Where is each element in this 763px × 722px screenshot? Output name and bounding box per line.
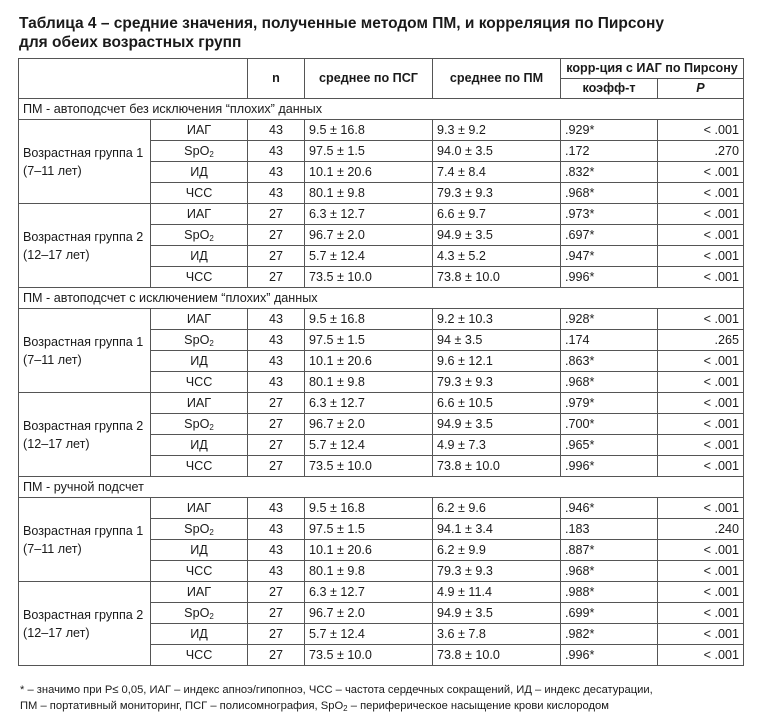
indicator-subscript: 2 <box>209 612 214 621</box>
indicator-cell <box>151 267 248 288</box>
pm-mean-cell: 94 ± 3.5 <box>433 330 561 351</box>
psg-mean-cell: 10.1 ± 20.6 <box>305 162 433 183</box>
pm-mean-cell: 4.3 ± 5.2 <box>433 246 561 267</box>
indicator-cell <box>151 393 248 414</box>
n-cell: 27 <box>248 582 305 603</box>
coefficient-cell: .832* <box>561 162 658 183</box>
pm-mean-cell: 79.3 ± 9.3 <box>433 561 561 582</box>
age-group-name: Возрастная группа 1 <box>23 523 144 538</box>
indicator-subscript: 2 <box>209 339 214 348</box>
n-cell: 43 <box>248 120 305 141</box>
indicator-label: ИД <box>190 627 208 641</box>
table-row <box>19 309 744 330</box>
indicator-cell <box>151 330 248 351</box>
coefficient-cell: .996* <box>561 267 658 288</box>
indicator-label: SpO <box>184 522 210 536</box>
coefficient-cell: .973* <box>561 204 658 225</box>
indicator-cell <box>151 582 248 603</box>
indicator-label: ЧСС <box>185 375 213 389</box>
coefficient-cell: .946* <box>561 498 658 519</box>
header-empty-cell <box>19 59 248 99</box>
section-title: ПМ - ручной подсчет <box>19 477 744 498</box>
indicator-cell <box>151 561 248 582</box>
age-group-label <box>19 120 151 204</box>
table-title <box>19 14 749 52</box>
n-cell: 27 <box>248 267 305 288</box>
indicator-cell <box>151 414 248 435</box>
p-value-cell: < .001 <box>658 162 744 183</box>
p-value-cell: < .001 <box>658 603 744 624</box>
age-group-range: (12–17 лет) <box>23 436 90 451</box>
n-cell: 43 <box>248 330 305 351</box>
pm-mean-cell: 6.2 ± 9.6 <box>433 498 561 519</box>
pm-mean-cell: 9.3 ± 9.2 <box>433 120 561 141</box>
psg-mean-cell: 6.3 ± 12.7 <box>305 393 433 414</box>
coefficient-cell: .699* <box>561 603 658 624</box>
n-cell: 27 <box>248 456 305 477</box>
p-value-cell: < .001 <box>658 183 744 204</box>
p-value-cell: < .001 <box>658 435 744 456</box>
age-group-range: (12–17 лет) <box>23 247 90 262</box>
pm-mean-cell: 94.0 ± 3.5 <box>433 141 561 162</box>
age-group-name: Возрастная группа 1 <box>23 145 144 160</box>
table-row <box>19 120 744 141</box>
psg-mean-cell: 96.7 ± 2.0 <box>305 414 433 435</box>
indicator-label: ИАГ <box>186 501 212 515</box>
indicator-subscript: 2 <box>209 150 214 159</box>
header-p-value: P <box>658 79 744 99</box>
indicator-cell <box>151 435 248 456</box>
indicator-cell <box>151 204 248 225</box>
pm-mean-cell: 73.8 ± 10.0 <box>433 645 561 666</box>
n-cell: 27 <box>248 393 305 414</box>
p-value-cell: < .001 <box>658 393 744 414</box>
n-cell: 27 <box>248 435 305 456</box>
coefficient-cell: .968* <box>561 183 658 204</box>
age-group-name: Возрастная группа 2 <box>23 607 144 622</box>
indicator-subscript: 2 <box>209 528 214 537</box>
section-header-row <box>19 477 744 498</box>
coefficient-cell: .697* <box>561 225 658 246</box>
psg-mean-cell: 6.3 ± 12.7 <box>305 204 433 225</box>
indicator-label: ИАГ <box>186 123 212 137</box>
p-value-cell: < .001 <box>658 351 744 372</box>
coefficient-cell: .929* <box>561 120 658 141</box>
pm-mean-cell: 7.4 ± 8.4 <box>433 162 561 183</box>
footnote-line-2: ПМ – портативный мониторинг, ПСГ – полисомнография, SpO$_2$ – периферическое насыщение крови кислородом <box>20 700 609 713</box>
age-group-range: (7–11 лет) <box>23 163 82 178</box>
n-cell: 43 <box>248 372 305 393</box>
age-group-range: (7–11 лет) <box>23 541 82 556</box>
pm-mean-cell: 79.3 ± 9.3 <box>433 372 561 393</box>
p-value-cell: < .001 <box>658 204 744 225</box>
coefficient-cell: .863* <box>561 351 658 372</box>
table-row <box>19 498 744 519</box>
p-value-cell: < .001 <box>658 372 744 393</box>
footnote-line-1: * – значимо при P≤ 0,05, ИАГ – индекс апноэ/гипопноэ, ЧСС – частота сердечных сокращений, ИД – индекс десатурации, <box>20 684 653 696</box>
indicator-cell <box>151 603 248 624</box>
indicator-label: ИД <box>190 165 208 179</box>
psg-mean-cell: 73.5 ± 10.0 <box>305 456 433 477</box>
indicator-label: SpO <box>184 606 210 620</box>
pm-mean-cell: 73.8 ± 10.0 <box>433 456 561 477</box>
indicator-label: ЧСС <box>185 648 213 662</box>
n-cell: 43 <box>248 351 305 372</box>
n-cell: 27 <box>248 204 305 225</box>
indicator-cell <box>151 141 248 162</box>
psg-mean-cell: 9.5 ± 16.8 <box>305 309 433 330</box>
psg-mean-cell: 5.7 ± 12.4 <box>305 435 433 456</box>
age-group-range: (7–11 лет) <box>23 352 82 367</box>
pm-mean-cell: 4.9 ± 11.4 <box>433 582 561 603</box>
header-pm-mean: среднее по ПМ <box>433 59 561 99</box>
indicator-label: ЧСС <box>185 564 213 578</box>
p-value-cell: < .001 <box>658 246 744 267</box>
p-value-cell: < .001 <box>658 225 744 246</box>
psg-mean-cell: 5.7 ± 12.4 <box>305 624 433 645</box>
p-value-cell: < .001 <box>658 645 744 666</box>
indicator-label: ИАГ <box>186 585 212 599</box>
n-cell: 27 <box>248 603 305 624</box>
pm-mean-cell: 73.8 ± 10.0 <box>433 267 561 288</box>
pm-mean-cell: 94.9 ± 3.5 <box>433 414 561 435</box>
coefficient-cell: .700* <box>561 414 658 435</box>
indicator-label: ИД <box>190 543 208 557</box>
indicator-cell <box>151 624 248 645</box>
indicator-cell <box>151 519 248 540</box>
indicator-cell <box>151 372 248 393</box>
p-value-cell: < .001 <box>658 540 744 561</box>
pm-mean-cell: 9.6 ± 12.1 <box>433 351 561 372</box>
p-value-cell: < .001 <box>658 309 744 330</box>
p-value-cell: < .001 <box>658 624 744 645</box>
psg-mean-cell: 73.5 ± 10.0 <box>305 645 433 666</box>
header-n: n <box>248 59 305 99</box>
indicator-label: ИАГ <box>186 396 212 410</box>
pm-mean-cell: 94.9 ± 3.5 <box>433 225 561 246</box>
indicator-label: ЧСС <box>185 270 213 284</box>
n-cell: 43 <box>248 141 305 162</box>
psg-mean-cell: 96.7 ± 2.0 <box>305 225 433 246</box>
coefficient-cell: .968* <box>561 372 658 393</box>
psg-mean-cell: 96.7 ± 2.0 <box>305 603 433 624</box>
indicator-cell <box>151 351 248 372</box>
coefficient-cell: .968* <box>561 561 658 582</box>
table-row <box>19 582 744 603</box>
indicator-cell <box>151 645 248 666</box>
p-value-cell: < .001 <box>658 267 744 288</box>
indicator-subscript: 2 <box>209 423 214 432</box>
p-value-cell: < .001 <box>658 456 744 477</box>
coefficient-cell: .183 <box>561 519 658 540</box>
indicator-cell <box>151 246 248 267</box>
n-cell: 43 <box>248 309 305 330</box>
age-group-name: Возрастная группа 2 <box>23 418 144 433</box>
footnote <box>20 682 755 714</box>
coefficient-cell: .887* <box>561 540 658 561</box>
coefficient-cell: .996* <box>561 645 658 666</box>
section-title: ПМ - автоподсчет с исключением “плохих” данных <box>19 288 744 309</box>
coefficient-cell: .172 <box>561 141 658 162</box>
indicator-label: ИД <box>190 354 208 368</box>
psg-mean-cell: 6.3 ± 12.7 <box>305 582 433 603</box>
age-group-label <box>19 393 151 477</box>
section-header-row <box>19 99 744 120</box>
header-coefficient: коэфф-т <box>561 79 658 99</box>
indicator-cell <box>151 225 248 246</box>
p-value-cell: < .001 <box>658 120 744 141</box>
coefficient-cell: .965* <box>561 435 658 456</box>
coefficient-cell: .979* <box>561 393 658 414</box>
table-title-line-2: для обеих возрастных групп <box>19 34 242 51</box>
pm-mean-cell: 94.1 ± 3.4 <box>433 519 561 540</box>
p-value-cell: < .001 <box>658 414 744 435</box>
psg-mean-cell: 9.5 ± 16.8 <box>305 498 433 519</box>
pm-mean-cell: 6.6 ± 9.7 <box>433 204 561 225</box>
indicator-cell <box>151 183 248 204</box>
age-group-label <box>19 204 151 288</box>
psg-mean-cell: 73.5 ± 10.0 <box>305 267 433 288</box>
n-cell: 43 <box>248 162 305 183</box>
p-value-cell: < .001 <box>658 498 744 519</box>
table-title-line-1: Таблица 4 – средние значения, полученные методом ПМ, и корреляция по Пирсону <box>19 15 664 32</box>
p-value-cell: .240 <box>658 519 744 540</box>
psg-mean-cell: 97.5 ± 1.5 <box>305 330 433 351</box>
indicator-label: ИАГ <box>186 312 212 326</box>
indicator-cell <box>151 540 248 561</box>
indicator-cell <box>151 498 248 519</box>
table-row <box>19 204 744 225</box>
pm-mean-cell: 6.6 ± 10.5 <box>433 393 561 414</box>
coefficient-cell: .982* <box>561 624 658 645</box>
indicator-label: SpO <box>184 144 210 158</box>
indicator-label: ИД <box>190 438 208 452</box>
pm-mean-cell: 9.2 ± 10.3 <box>433 309 561 330</box>
coefficient-cell: .928* <box>561 309 658 330</box>
p-value-cell: .270 <box>658 141 744 162</box>
indicator-cell <box>151 120 248 141</box>
indicator-label: ЧСС <box>185 186 213 200</box>
indicator-cell <box>151 456 248 477</box>
coefficient-cell: .996* <box>561 456 658 477</box>
indicator-label: ЧСС <box>185 459 213 473</box>
n-cell: 27 <box>248 246 305 267</box>
coefficient-cell: .947* <box>561 246 658 267</box>
indicator-label: ИД <box>190 249 208 263</box>
psg-mean-cell: 10.1 ± 20.6 <box>305 540 433 561</box>
results-table <box>18 58 744 666</box>
indicator-label: SpO <box>184 333 210 347</box>
age-group-label <box>19 498 151 582</box>
age-group-name: Возрастная группа 2 <box>23 229 144 244</box>
n-cell: 43 <box>248 561 305 582</box>
n-cell: 43 <box>248 498 305 519</box>
p-value-cell: .265 <box>658 330 744 351</box>
header-psg-mean: среднее по ПСГ <box>305 59 433 99</box>
header-correlation: корр-ция с ИАГ по Пирсону <box>561 59 744 79</box>
age-group-name: Возрастная группа 1 <box>23 334 144 349</box>
psg-mean-cell: 97.5 ± 1.5 <box>305 141 433 162</box>
table-row <box>19 393 744 414</box>
psg-mean-cell: 80.1 ± 9.8 <box>305 183 433 204</box>
coefficient-cell: .988* <box>561 582 658 603</box>
psg-mean-cell: 10.1 ± 20.6 <box>305 351 433 372</box>
n-cell: 27 <box>248 225 305 246</box>
n-cell: 43 <box>248 540 305 561</box>
p-value-cell: < .001 <box>658 582 744 603</box>
n-cell: 27 <box>248 624 305 645</box>
table-body <box>19 99 744 666</box>
indicator-subscript: 2 <box>209 234 214 243</box>
pm-mean-cell: 94.9 ± 3.5 <box>433 603 561 624</box>
pm-mean-cell: 6.2 ± 9.9 <box>433 540 561 561</box>
section-header-row <box>19 288 744 309</box>
psg-mean-cell: 97.5 ± 1.5 <box>305 519 433 540</box>
psg-mean-cell: 5.7 ± 12.4 <box>305 246 433 267</box>
pm-mean-cell: 4.9 ± 7.3 <box>433 435 561 456</box>
coefficient-cell: .174 <box>561 330 658 351</box>
age-group-label <box>19 582 151 666</box>
n-cell: 27 <box>248 645 305 666</box>
n-cell: 43 <box>248 183 305 204</box>
n-cell: 27 <box>248 414 305 435</box>
indicator-label: SpO <box>184 228 210 242</box>
indicator-cell <box>151 309 248 330</box>
indicator-cell <box>151 162 248 183</box>
age-group-range: (12–17 лет) <box>23 625 90 640</box>
pm-mean-cell: 3.6 ± 7.8 <box>433 624 561 645</box>
psg-mean-cell: 80.1 ± 9.8 <box>305 561 433 582</box>
p-value-cell: < .001 <box>658 561 744 582</box>
psg-mean-cell: 9.5 ± 16.8 <box>305 120 433 141</box>
age-group-label <box>19 309 151 393</box>
pm-mean-cell: 79.3 ± 9.3 <box>433 183 561 204</box>
section-title: ПМ - автоподсчет без исключения “плохих” данных <box>19 99 744 120</box>
indicator-label: SpO <box>184 417 210 431</box>
indicator-label: ИАГ <box>186 207 212 221</box>
psg-mean-cell: 80.1 ± 9.8 <box>305 372 433 393</box>
n-cell: 43 <box>248 519 305 540</box>
